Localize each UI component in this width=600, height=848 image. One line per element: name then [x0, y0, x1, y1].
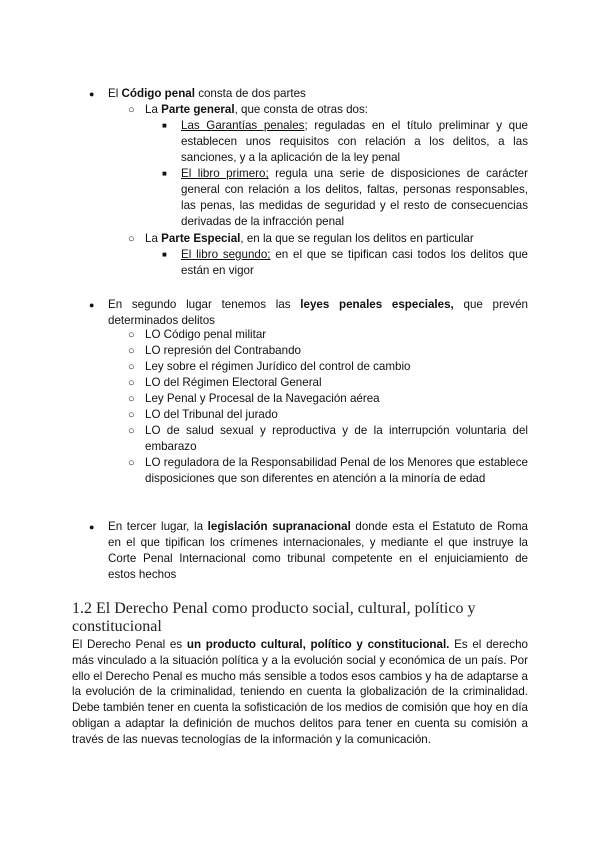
law-item: LO del Tribunal del jurado	[145, 408, 278, 421]
bullet-disc-icon: ●	[89, 522, 95, 532]
bullet-circle-icon: ○	[128, 361, 135, 373]
codigo-penal-item: El Código penal consta de dos partes	[108, 87, 306, 100]
bullet-square-icon: ■	[162, 250, 167, 259]
bullet-circle-icon: ○	[128, 393, 135, 405]
bullet-disc-icon: ●	[89, 300, 95, 310]
law-item: LO reguladora de la Responsabilidad Penal de los Menores que establece disposiciones que son diferentes en atención a la minoría de edad	[145, 456, 528, 485]
bullet-disc-icon: ●	[89, 89, 95, 99]
parte-especial-item: La Parte Especial, en la que se regulan los delitos en particular	[145, 232, 474, 245]
bullet-circle-icon: ○	[128, 345, 135, 357]
bullet-circle-icon: ○	[128, 457, 135, 469]
bullet-square-icon: ■	[162, 169, 167, 178]
law-item: Ley Penal y Procesal de la Navegación aérea	[145, 392, 380, 405]
bullet-circle-icon: ○	[128, 233, 135, 245]
law-item: Ley sobre el régimen Jurídico del control de cambio	[145, 360, 411, 373]
garantias-penales-item: Las Garantías penales; reguladas en el título preliminar y que establecen unos requisitos con relación a los delitos, a las sanciones, y a la aplicación de la ley penal	[181, 119, 528, 164]
legislacion-supranacional-item: En tercer lugar, la legislación supranacional donde esta el Estatuto de Roma en el que tipifican los crímenes internacionales, y mediante el que instruye la Corte Penal Internacional como tribunal competente en el enjuiciamiento de estos hechos	[108, 520, 528, 581]
bullet-circle-icon: ○	[128, 377, 135, 389]
libro-segundo-item: El libro segundo; en el que se tipifican casi todos los delitos que están en vigor	[181, 248, 528, 277]
parte-general-item: La Parte general, que consta de otras dos:	[145, 103, 369, 116]
law-item: LO del Régimen Electoral General	[145, 376, 322, 389]
body-paragraph: El Derecho Penal es un producto cultural, político y constitucional. Es el derecho más vinculado a la situación política y a la evolución social y económica de un país. Por ello el Derecho Penal es mucho más sensible a todos esos cambios y ha de adaptarse a la evolución de la criminalidad, teniendo en cuenta la globalización de la criminalidad. Debe también tener en cuenta la sofisticación de los medios de comisión que hoy en día obligan a adaptar la definición de muchos delitos para tener en cuenta su comisión a través de las nuevas tecnologías de la información y la comunicación.	[72, 638, 528, 746]
leyes-especiales-item: En segundo lugar tenemos las leyes penales especiales, que prevén determinados delitos	[108, 298, 528, 327]
bullet-circle-icon: ○	[128, 329, 135, 341]
section-heading: 1.2 El Derecho Penal como producto social, cultural, político y constitucional	[72, 600, 476, 635]
law-item: LO Código penal militar	[145, 328, 267, 341]
bullet-circle-icon: ○	[128, 409, 135, 421]
law-item: LO represión del Contrabando	[145, 344, 301, 357]
libro-primero-item: El libro primero; regula una serie de disposiciones de carácter general con relación a los delitos, faltas, personas responsables, las penas, las medidas de seguridad y el resto de consecuencias derivadas de la infracción penal	[181, 167, 528, 228]
bullet-circle-icon: ○	[128, 104, 135, 116]
law-item: LO de salud sexual y reproductiva y de la interrupción voluntaria del embarazo	[145, 424, 528, 453]
bullet-square-icon: ■	[162, 121, 167, 130]
bullet-circle-icon: ○	[128, 425, 135, 437]
